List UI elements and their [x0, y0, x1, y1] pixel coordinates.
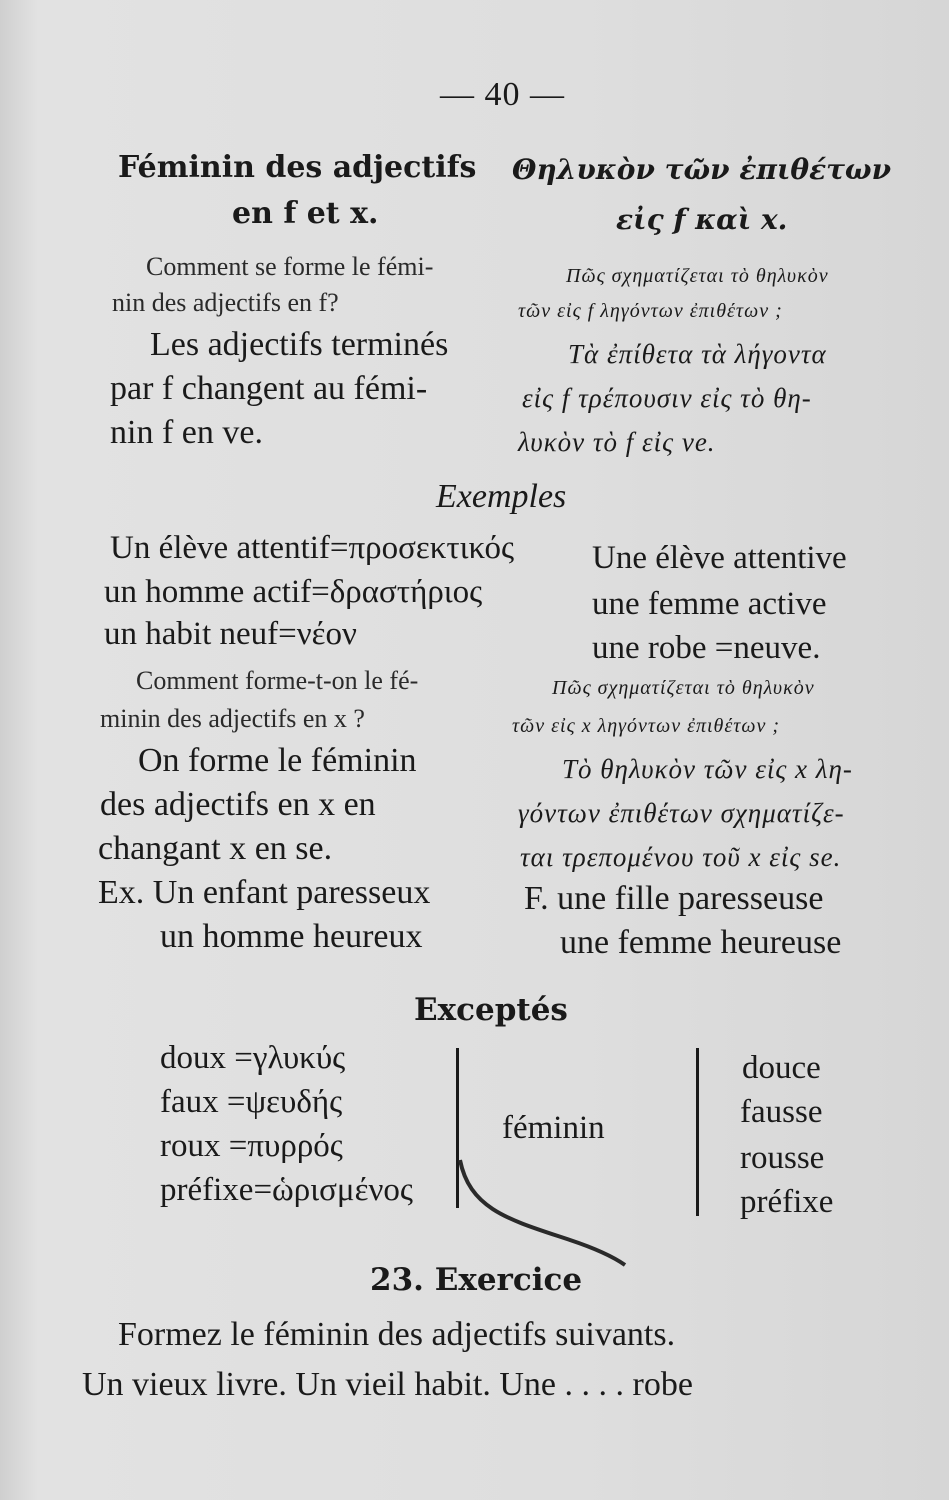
exceptions-title: Exceptés — [414, 992, 568, 1028]
example-f-right-1: Une élève attentive — [592, 540, 847, 576]
header-fr-line1: Féminin des adjectifs — [118, 150, 477, 185]
exception-word-3: roux =πυρρός — [160, 1128, 343, 1164]
feminine-1: douce — [742, 1050, 821, 1086]
answer-x-gr-line2: γόντων ἐπιθέτων σχηματίζε- — [518, 798, 845, 828]
example-x-left-2: un homme heureux — [160, 918, 423, 955]
exception-word-2: faux =ψευδής — [160, 1084, 343, 1120]
exception-word-1: doux =γλυκύς — [160, 1040, 346, 1076]
exception-word-4: préfixe=ὡρισμένος — [160, 1172, 413, 1208]
exercise-title: 23. Exercice — [370, 1262, 583, 1298]
header-gr-line2: εἰς f καὶ x. — [616, 203, 788, 236]
example-x-right-2: une femme heureuse — [560, 924, 842, 961]
question-f-line1: Comment se forme le fémi- — [146, 252, 434, 281]
feminine-4: préfixe — [740, 1184, 834, 1220]
answer-f-gr-line1: Τὰ ἐπίθετα τὰ λήγοντα — [568, 339, 827, 369]
example-f-left-2: un homme actif=δραστήριος — [104, 574, 483, 610]
exception-middle-label: féminin — [502, 1110, 605, 1146]
answer-x-gr-line1: Τὸ θηλυκὸν τῶν εἰς x λη- — [562, 754, 853, 784]
example-f-right-3: une robe =neuve. — [592, 630, 821, 666]
answer-f-line3: nin f en ve. — [110, 414, 263, 451]
feminine-2: fausse — [740, 1094, 823, 1130]
example-f-left-1: Un élève attentif=προσεκτικός — [110, 530, 515, 566]
header-fr-line2: en f et x. — [232, 196, 379, 231]
answer-f-gr-line2: εἰς f τρέπουσιν εἰς τὸ θη- — [522, 383, 812, 413]
examples-label: Exemples — [436, 478, 567, 515]
exercise-line1: Formez le féminin des adjectifs suivants. — [118, 1316, 676, 1353]
example-f-left-3: un habit neuf=νέον — [104, 616, 357, 652]
question-f-gr-line1: Πῶς σχηματίζεται τὸ θηλυκὸν — [566, 265, 829, 287]
question-x-line1: Comment forme-t-on le fé- — [136, 666, 419, 695]
question-f-line2: nin des adjectifs en f? — [112, 288, 339, 317]
example-x-right-1: F. une fille paresseuse — [524, 880, 824, 917]
example-f-right-2: une femme active — [592, 586, 827, 622]
example-x-left-1: Ex. Un enfant paresseux — [98, 874, 431, 911]
question-x-gr-line2: τῶν εἰς x ληγόντων ἐπιθέτων ; — [512, 715, 781, 737]
answer-f-line1: Les adjectifs terminés — [150, 326, 449, 363]
exercise-line2: Un vieux livre. Un vieil habit. Une . . . . robe — [82, 1366, 693, 1403]
answer-f-line2: par f changent au fémi- — [110, 370, 428, 407]
page-number: — 40 — — [440, 76, 565, 113]
answer-x-gr-line3: ται τρεπομένου τοῦ x εἰς se. — [520, 842, 842, 872]
answer-x-line1: On forme le féminin — [138, 742, 417, 779]
question-x-gr-line1: Πῶς σχηματίζεται τὸ θηλυκὸν — [552, 677, 815, 699]
feminine-3: rousse — [740, 1140, 825, 1176]
question-x-line2: minin des adjectifs en x ? — [100, 704, 365, 733]
header-gr-line1: Θηλυκὸν τῶν ἐπιθέτων — [512, 153, 892, 186]
question-f-gr-line2: τῶν εἰς f ληγόντων ἐπιθέτων ; — [518, 300, 783, 322]
answer-x-line2: des adjectifs en x en — [100, 786, 376, 823]
pen-stroke — [450, 1150, 630, 1270]
answer-f-gr-line3: λυκὸν τὸ f εἰς ve. — [518, 427, 716, 457]
answer-x-line3: changant x en se. — [98, 830, 333, 867]
